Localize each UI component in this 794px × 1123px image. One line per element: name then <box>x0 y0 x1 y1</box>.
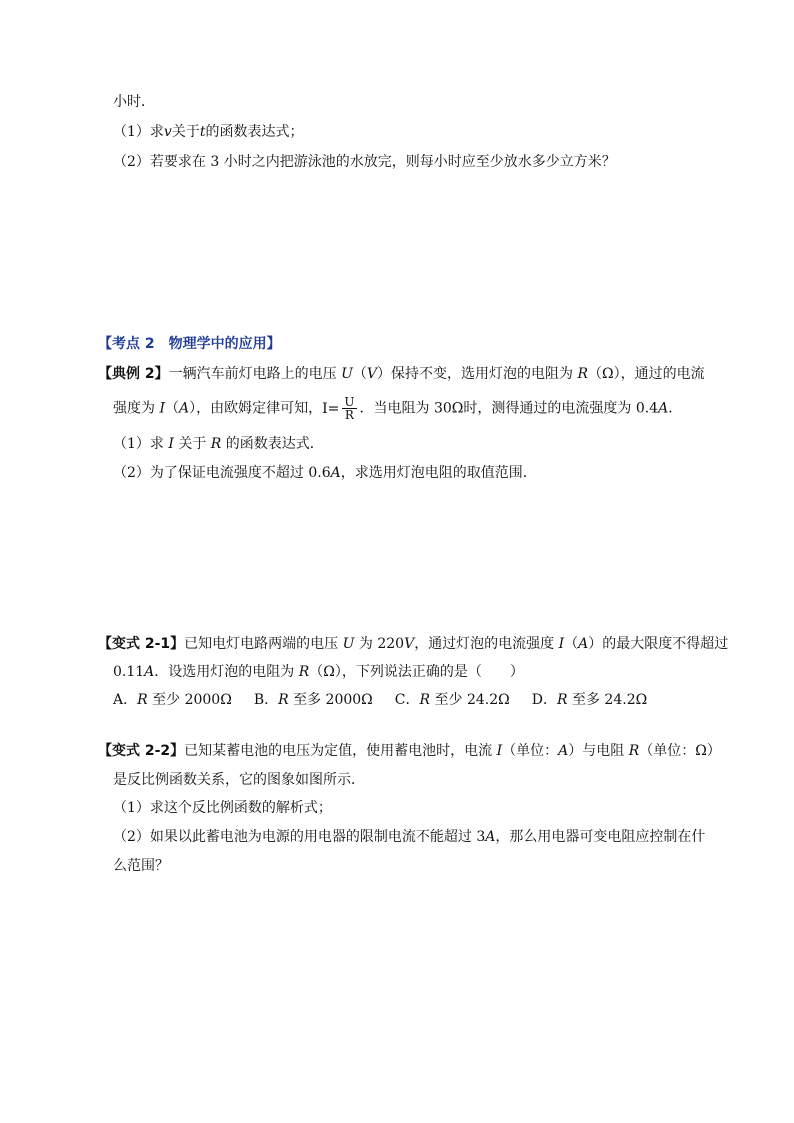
option-a[interactable]: A．R 至少 2000Ω <box>113 692 232 708</box>
option-d[interactable]: D．R 至多 24.2Ω <box>531 692 648 708</box>
variant-2-2-line-2: 是反比例函数关系，它的图象如图所示． <box>113 772 365 788</box>
options-row <box>113 690 669 710</box>
variant-tag: 【变式 2-1】 <box>98 636 185 652</box>
variant-2-2-line-1: 【变式 2-2】已知某蓄电池的电压为定值，使用蓄电池时，电流 I（单位：A）与电阻 R（单位：Ω） <box>98 743 721 759</box>
fraction: $\frac{U}{R}$ <box>344 395 355 422</box>
option-c[interactable]: C．R 至少 24.2Ω <box>394 692 510 708</box>
option-b[interactable]: B．R 至多 2000Ω <box>253 692 373 708</box>
variant-2-1-line-1: 【变式 2-1】已知电灯电路两端的电压 U 为 220V，通过灯泡的电流强度 I（A）的最大限度不得超过 <box>98 636 729 652</box>
variant-tag: 【变式 2-2】 <box>98 743 185 759</box>
example-tag: 【典例 2】 <box>98 366 169 382</box>
example-2-question-1: （1）求 I 关于 R 的函数表达式． <box>113 436 324 452</box>
question-2: （2）若要求在 3 小时之内把游泳池的水放完，则每小时应至少放水多少立方米？ <box>113 154 616 170</box>
example-2-question-2: （2）为了保证电流强度不超过 0.6A，求选用灯泡电阻的取值范围． <box>113 465 537 481</box>
variant-2-2-question-2: （2）如果以此蓄电池为电源的用电器的限制电流不能超过 3A，那么用电器可变电阻应控制在什 <box>113 829 706 845</box>
variant-2-1-line-2: 0.11A．设选用灯泡的电阻为 R（Ω），下列说法正确的是（ ） <box>113 664 524 680</box>
question-1: （1）求v关于t的函数表达式； <box>113 124 304 140</box>
example-2-line-2: 强度为 I（A），由欧姆定律可知，I= $\frac{U}{R}$ ．当电阻为 30Ω时，测得通过的电流强度为 0.4A． <box>113 395 683 422</box>
section-heading: 【考点 2 物理学中的应用】 <box>98 336 281 352</box>
variant-2-2-question-2-cont: 么范围？ <box>113 858 169 874</box>
variant-2-2-question-1: （1）求这个反比例函数的解析式； <box>113 800 332 816</box>
text-line: 小时． <box>113 94 155 110</box>
example-2-line-1: 【典例 2】一辆汽车前灯电路上的电压 U（V）保持不变，选用灯泡的电阻为 R（Ω），通过的电流 <box>98 366 705 382</box>
ohms-law-formula: I= $\frac{U}{R}$ <box>322 395 355 422</box>
